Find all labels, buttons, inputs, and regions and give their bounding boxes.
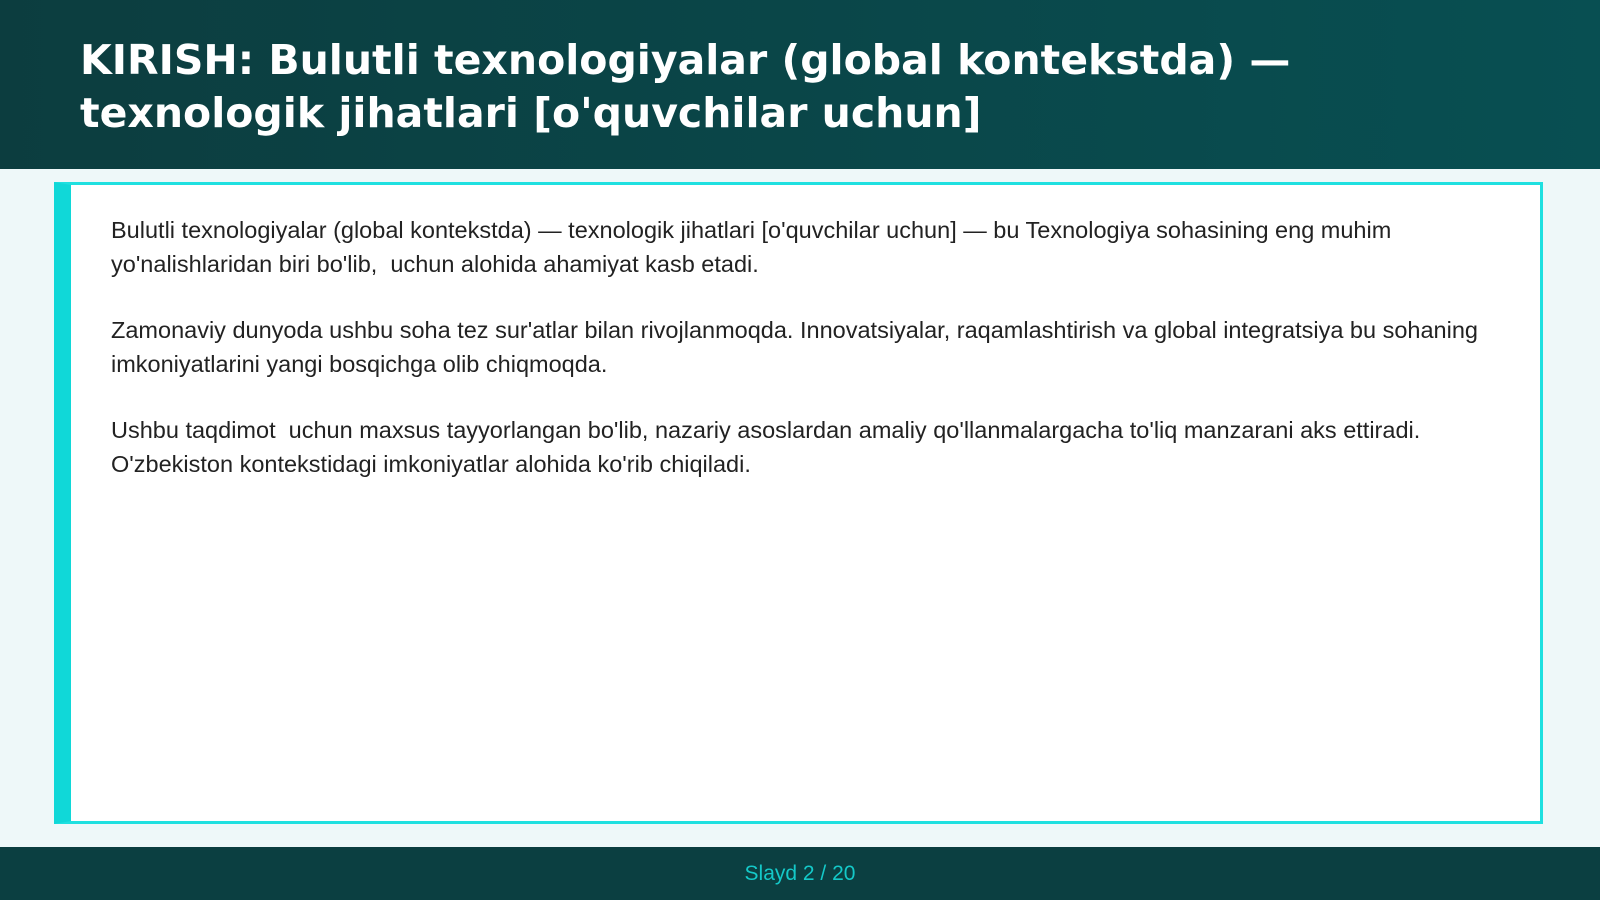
intro-paragraph: Bulutli texnologiyalar (global kontekstda) — texnologik jihatlari [o'quvchilar uchun] — bu Texnologiya sohasining eng muhim yo'nalishlaridan biri bo'lib, uchun alohida ahamiyat kasb etadi. bbox=[111, 217, 1398, 277]
slide-title: KIRISH: Bulutli texnologiyalar (global kontekstda) — texnologik jihatlari [o'quvchilar uchun] bbox=[80, 36, 1291, 137]
modern-world-paragraph: Zamonaviy dunyoda ushbu soha tez sur'atlar bilan rivojlanmoqda. Innovatsiyalar, raqamlashtirish va global integratsiya bu sohaning imkoniyatlarini yangi bosqichga olib chiqmoqda. bbox=[111, 317, 1485, 377]
content-card bbox=[54, 182, 1543, 824]
presentation-purpose-paragraph: Ushbu taqdimot uchun maxsus tayyorlangan bo'lib, nazariy asoslardan amaliy qo'llanmalargacha to'liq manzarani aks ettiradi. O'zbekiston kontekstidagi imkoniyatlar alohida ko'rib chiqiladi. bbox=[111, 417, 1427, 477]
content-body bbox=[111, 213, 1521, 513]
slide-footer bbox=[0, 847, 1600, 900]
slide-counter: Slayd 2 / 20 bbox=[744, 862, 856, 885]
slide-header bbox=[0, 0, 1600, 169]
